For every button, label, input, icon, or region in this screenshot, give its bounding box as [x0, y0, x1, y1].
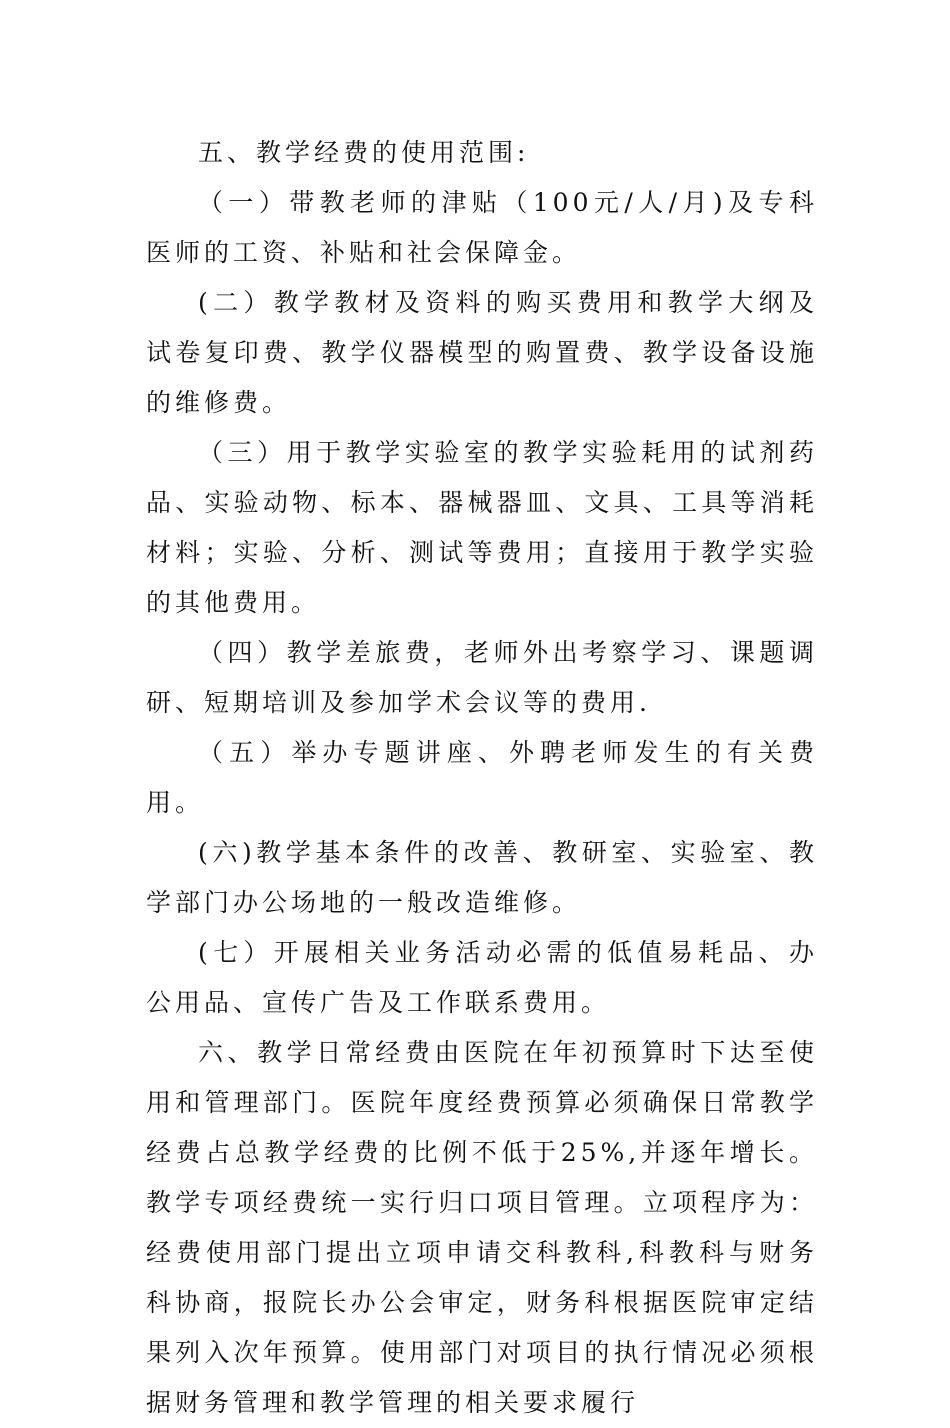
item-six-paragraph: (六)教学基本条件的改善、教研室、实验室、教学部门办公场地的一般改造维修。 [146, 838, 818, 917]
section-six-paragraph: 六、教学日常经费由医院在年初预算时下达至使用和管理部门。医院年度经费预算必须确保日常教学经费占总教学经费的比例不低于25%,并逐年增长。教学专项经费统一实行归口项目管理。立项程序为：经费使用部门提出立项申请交科教科,科教科与财务科协商，报院长办公会审定，财务科根据医院审定结果列入次年预算。使用部门对项目的执行情况必须根据财务管理和教学管理的相关要求履行 [146, 1038, 818, 1417]
item-seven-paragraph: (七）开展相关业务活动必需的低值易耗品、办公用品、宣传广告及工作联系费用。 [146, 938, 818, 1017]
item-four-paragraph: （四）教学差旅费，老师外出考察学习、课题调研、短期培训及参加学术会议等的费用. [146, 638, 818, 717]
item-three-paragraph: （三）用于教学实验室的教学实验耗用的试剂药品、实验动物、标本、器械器皿、文具、工具等消耗材料；实验、分析、测试等费用；直接用于教学实验的其他费用。 [146, 438, 818, 617]
item-one-paragraph: （一）带教老师的津贴（100元/人/月)及专科医师的工资、补贴和社会保障金。 [146, 188, 818, 267]
item-five-paragraph: （五）举办专题讲座、外聘老师发生的有关费用。 [146, 738, 818, 817]
section-five-heading: 五、教学经费的使用范围: [198, 138, 530, 167]
item-two-paragraph: (二）教学教材及资料的购买费用和教学大纲及试卷复印费、教学仪器模型的购置费、教学设备设施的维修费。 [146, 288, 818, 417]
document-body [146, 128, 818, 1428]
